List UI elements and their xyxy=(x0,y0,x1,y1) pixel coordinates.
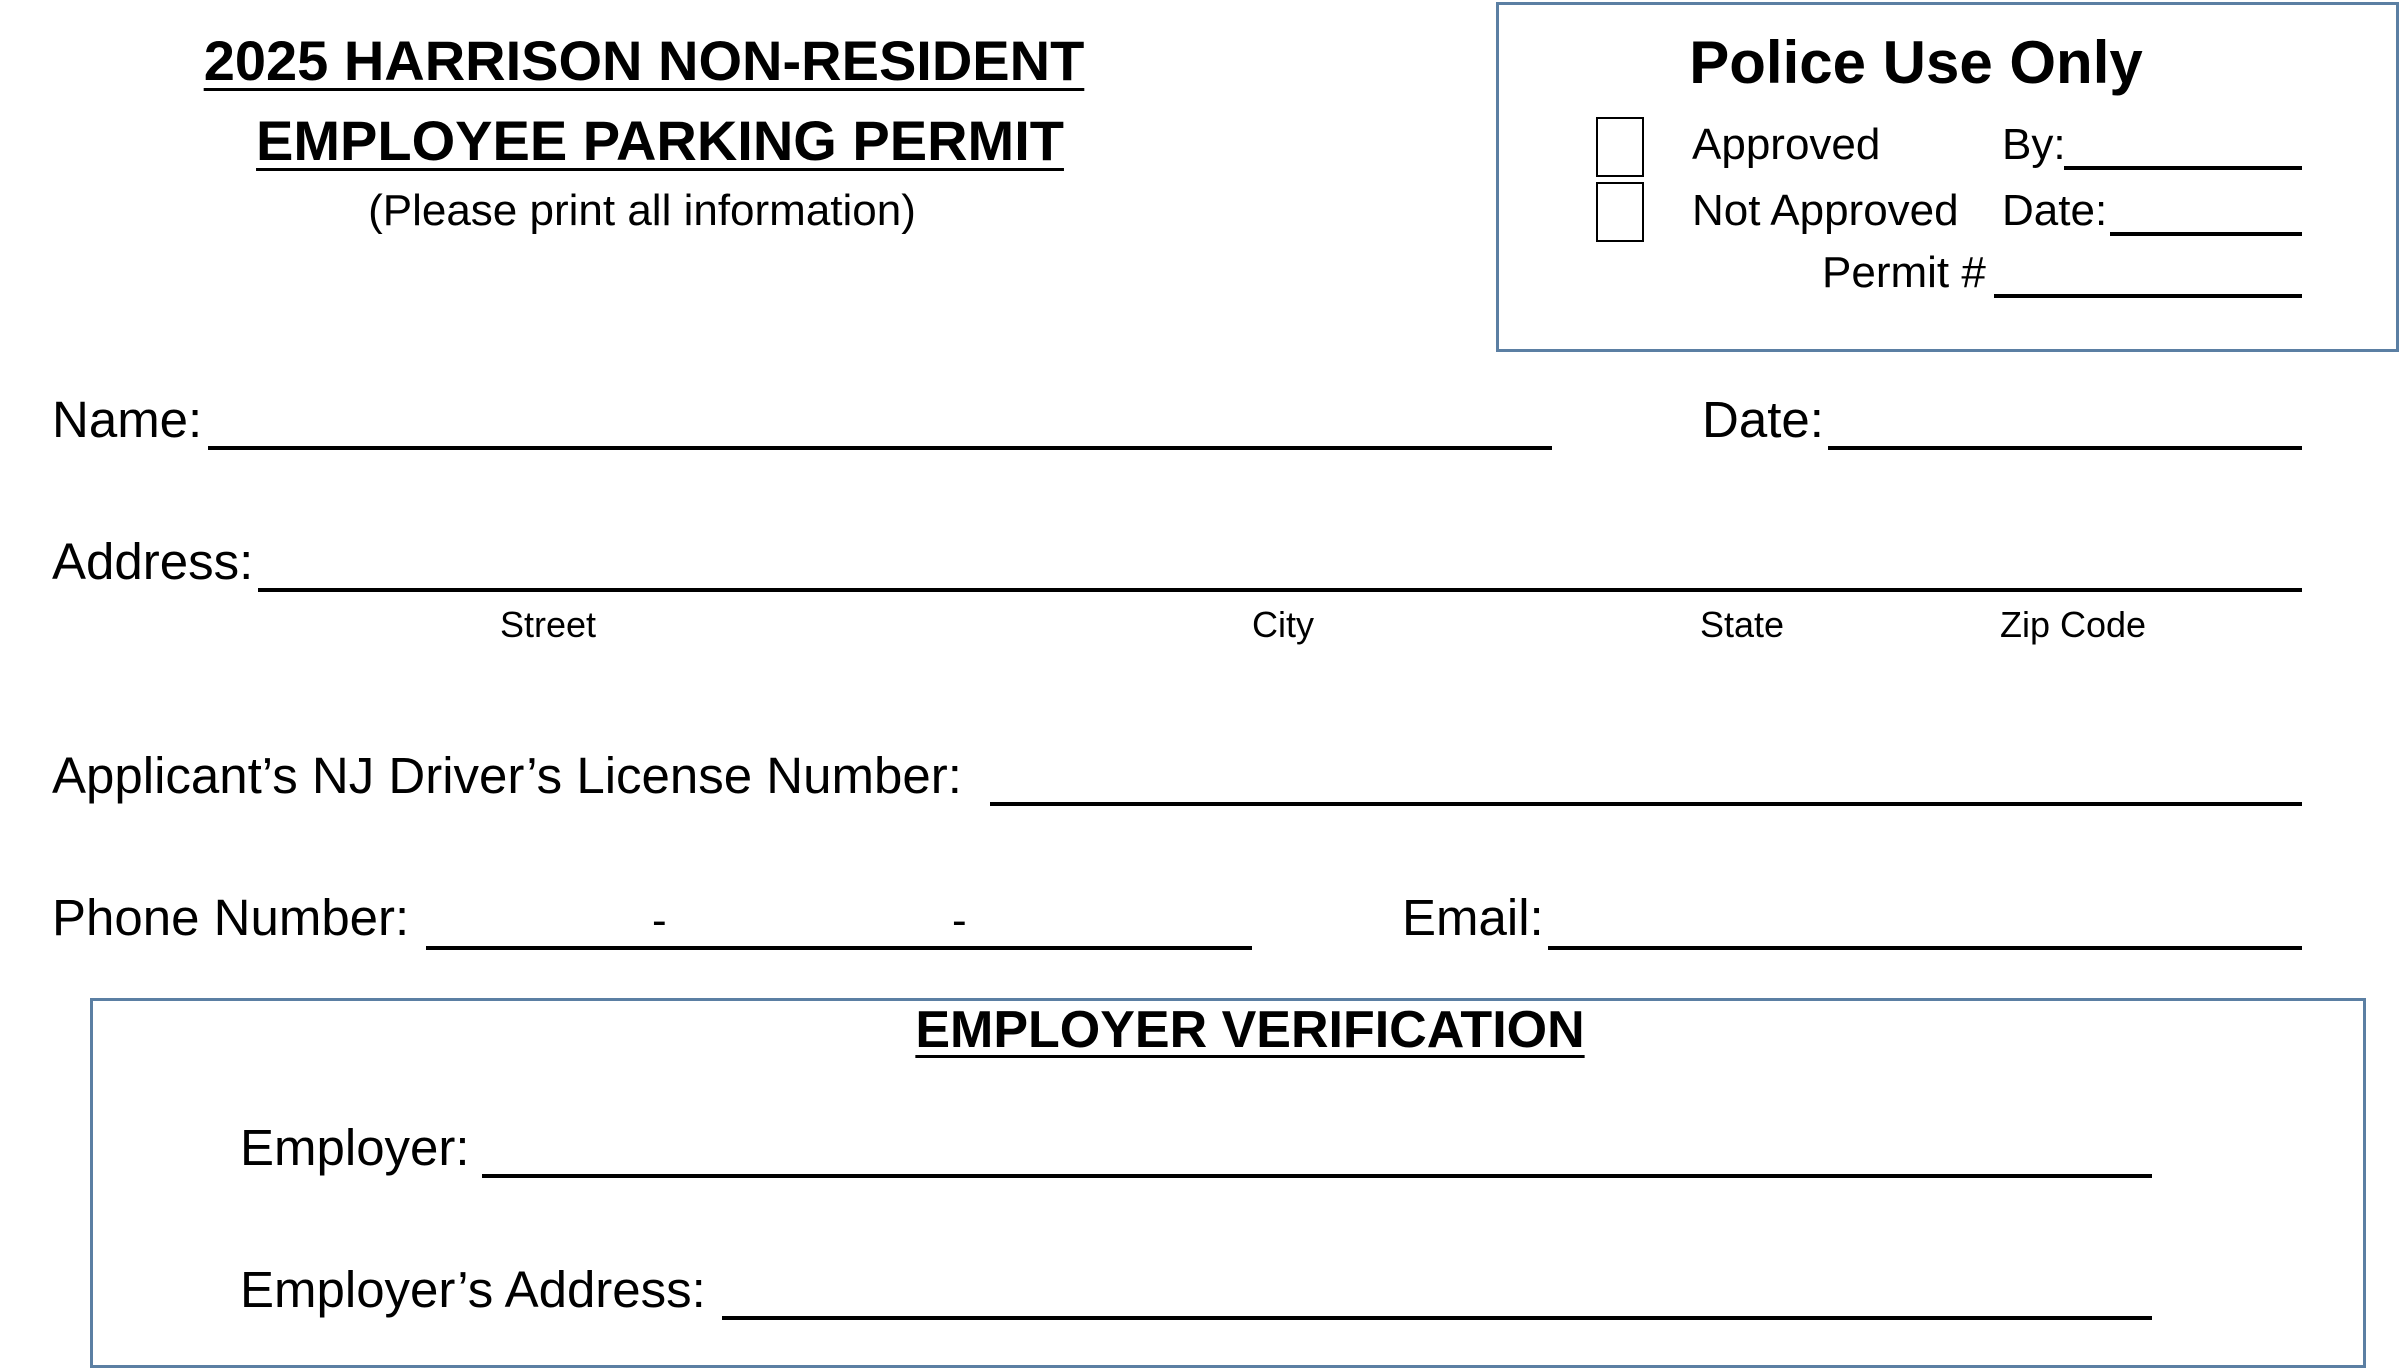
police-by-label: By: xyxy=(2002,120,2066,169)
employer-verification-title: EMPLOYER VERIFICATION xyxy=(915,1001,1585,1059)
permit-number-field[interactable] xyxy=(1994,294,2302,298)
employer-address-field[interactable] xyxy=(722,1316,2152,1320)
employer-field[interactable] xyxy=(482,1174,2152,1178)
not-approved-checkbox[interactable] xyxy=(1596,182,1644,242)
address-zip-caption: Zip Code xyxy=(2000,604,2147,645)
date-field[interactable] xyxy=(1828,446,2302,450)
approved-checkbox[interactable] xyxy=(1596,117,1644,177)
address-city-caption: City xyxy=(1252,604,1314,645)
not-approved-label: Not Approved xyxy=(1692,186,1959,235)
email-label: Email: xyxy=(1402,889,1544,946)
address-street-caption: Street xyxy=(500,604,597,645)
police-date-field[interactable] xyxy=(2110,232,2302,236)
phone-separator-2: - xyxy=(952,896,967,945)
date-label: Date: xyxy=(1702,391,1824,448)
approved-label: Approved xyxy=(1692,120,1881,169)
address-field[interactable] xyxy=(258,588,2302,592)
permit-number-label: Permit # xyxy=(1822,248,1986,297)
phone-separator-1: - xyxy=(652,896,667,945)
employer-address-label: Employer’s Address: xyxy=(240,1261,706,1318)
police-by-field[interactable] xyxy=(2064,166,2302,170)
address-state-caption: State xyxy=(1700,604,1785,645)
form-title-line1: 2025 HARRISON NON-RESIDENT xyxy=(203,29,1085,92)
employer-label: Employer: xyxy=(240,1119,470,1176)
phone-field[interactable] xyxy=(426,946,1252,950)
license-field[interactable] xyxy=(990,802,2302,806)
email-field[interactable] xyxy=(1548,946,2302,950)
police-use-title: Police Use Only xyxy=(1689,29,2143,96)
license-label: Applicant’s NJ Driver’s License Number: xyxy=(52,747,962,804)
name-field[interactable] xyxy=(208,446,1552,450)
form-instructions: (Please print all information) xyxy=(368,186,916,235)
address-label: Address: xyxy=(52,533,254,590)
police-date-label: Date: xyxy=(2002,186,2108,235)
form-title-line2: EMPLOYEE PARKING PERMIT xyxy=(256,109,1064,172)
name-label: Name: xyxy=(52,391,203,448)
phone-label: Phone Number: xyxy=(52,889,410,946)
